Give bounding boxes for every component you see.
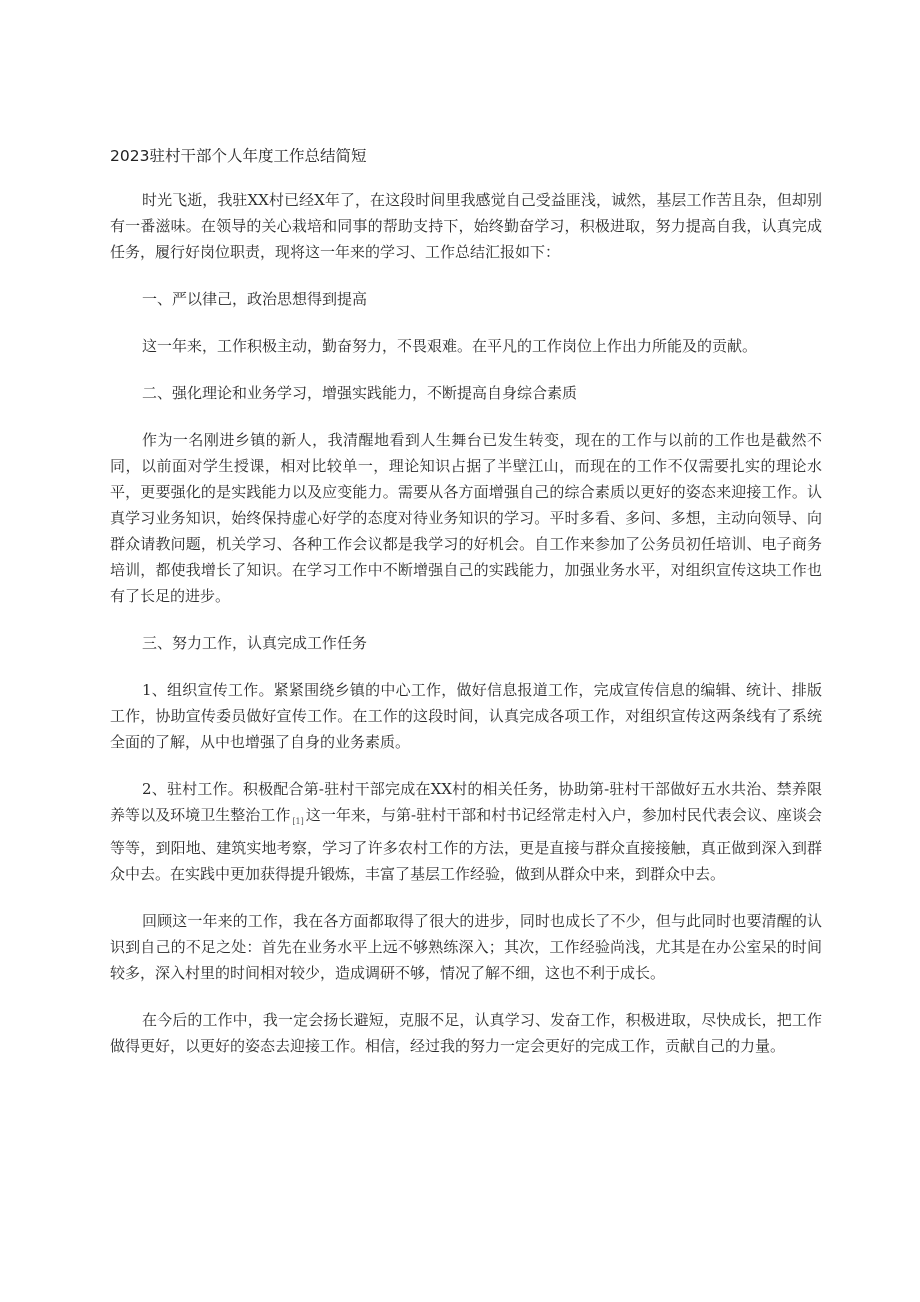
section-2-body: 作为一名刚进乡镇的新人，我清醒地看到人生舞台已发生转变，现在的工作与以前的工作也是截然不同，以前面对学生授课，相对比较单一，理论知识占据了半壁江山，而现在的工作不仅需要扎实的理论水平，更要强化的是实践能力以及应变能力。需要从各方面增强自己的综合素质以更好的姿态来迎接工作。认真学习业务知识，始终保持虚心好学的态度对待业务知识的学习。平时多看、多问、多想，主动向领导、向群众请教问题，机关学习、各种工作会议都是我学习的好机会。自工作来参加了公务员初任培训、电子商务培训，都使我增长了知识。在学习工作中不断增强自己的实践能力，加强业务水平，对组织宣传这块工作也有了长足的进步。: [110, 431, 822, 605]
intro-paragraph: 时光飞逝，我驻XX村已经X年了，在这段时间里我感觉自己受益匪浅，诚然，基层工作苦且杂，但却别有一番滋味。在领导的关心栽培和同事的帮助支持下，始终勤奋学习，积极进取，努力提高自我，认真完成任务，履行好岗位职责，现将这一年来的学习、工作总结汇报如下：: [110, 191, 822, 261]
closing-paragraph: 在今后的工作中，我一定会扬长避短，克服不足，认真学习、发奋工作，积极进取，尽快成长，把工作做得更好，以更好的姿态去迎接工作。相信，经过我的努力一定会更好的完成工作，贡献自己的力量。: [110, 1011, 822, 1055]
item-2-text-part-2: 这一年来，与第-驻村干部和村书记经常走村入户，参加村民代表会议、座谈会等等，到阳地、建筑实地考察，学习了许多农村工作的方法，更是直接与群众直接接触，真正做到深入到群众中去。在实践中更加获得提升锻炼，丰富了基层工作经验，做到从群众中来，到群众中去。: [110, 806, 822, 883]
section-2-heading: 二、强化理论和业务学习，增强实践能力，不断提高自身综合素质: [142, 384, 578, 402]
item-2-text-part-1: 2、驻村工作。积极配合第-驻村干部完成在XX村的相关任务，协助第-驻村干部做好五水共治、禁养限养等以及环境卫生整治工作: [110, 780, 822, 824]
section-3-item-2: [110, 776, 822, 887]
section-1-body: 这一年来，工作积极主动，勤奋努力，不畏艰难。在平凡的工作岗位上作出力所能及的贡献。: [142, 337, 758, 355]
section-3-item-1: 1、组织宣传工作。紧紧围绕乡镇的中心工作，做好信息报道工作，完成宣传信息的编辑、统计、排版工作，协助宣传委员做好宣传工作。在工作的这段时间，认真完成各项工作，对组织宣传这两条线有了系统全面的了解，从中也增强了自身的业务素质。: [110, 681, 822, 751]
document-page: [110, 146, 822, 1080]
footnote-marker: [1]: [292, 817, 304, 826]
section-1-heading: 一、严以律己，政治思想得到提高: [142, 290, 368, 308]
document-title: 2023驻村干部个人年度工作总结简短: [110, 147, 367, 165]
review-paragraph: 回顾这一年来的工作，我在各方面都取得了很大的进步，同时也成长了不少，但与此同时也要清醒的认识到自己的不足之处：首先在业务水平上远不够熟练深入；其次，工作经验尚浅，尤其是在办公室呆的时间较多，深入村里的时间相对较少，造成调研不够，情况了解不细，这也不利于成长。: [110, 912, 822, 982]
section-3-heading: 三、努力工作，认真完成工作任务: [142, 634, 368, 652]
